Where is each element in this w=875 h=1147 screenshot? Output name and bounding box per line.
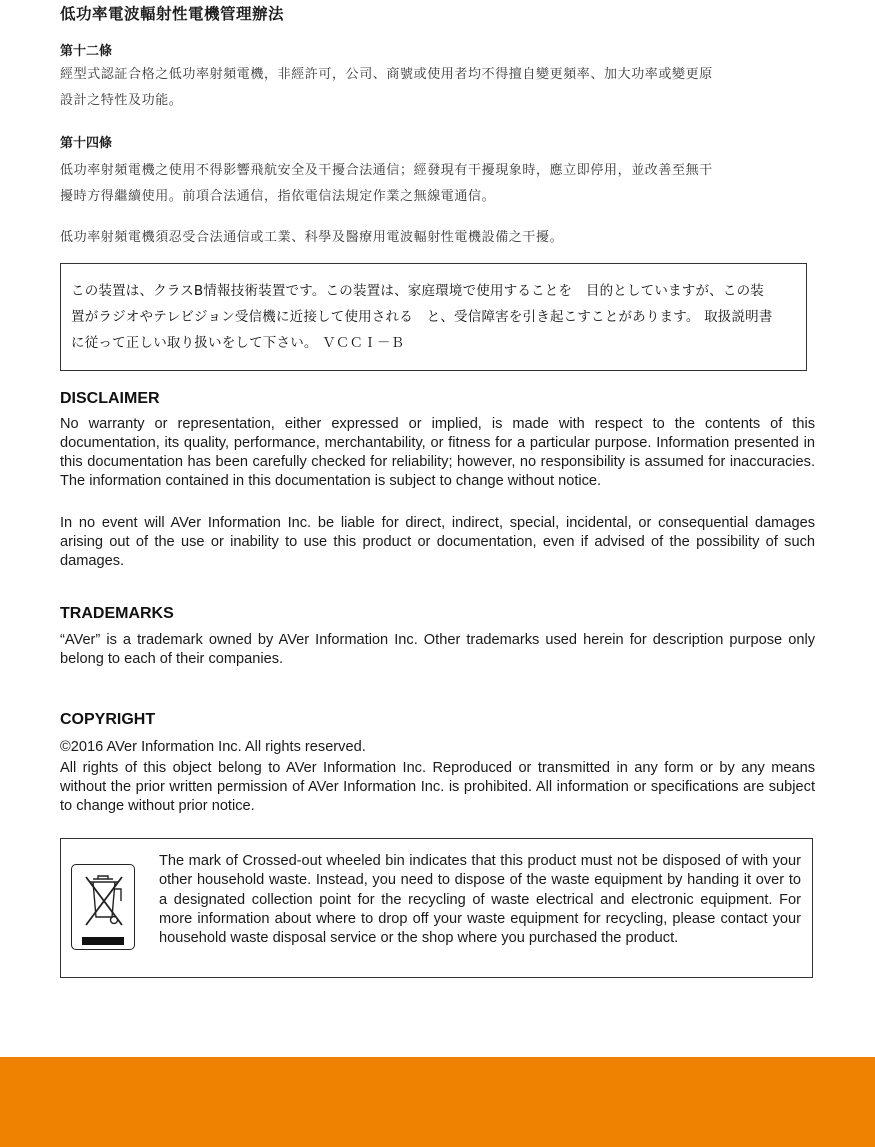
vcci-line: 置がラジオやテレビジョン受信機に近接して使用される と、受信障害を引き起こすことがあります。 取扱説明書: [71, 309, 773, 325]
disclaimer-heading: DISCLAIMER: [60, 390, 160, 407]
vcci-notice-text: [71, 278, 796, 356]
vcci-notice-box: [60, 263, 807, 371]
copyright-heading: COPYRIGHT: [60, 711, 156, 728]
weee-notice-box: [60, 838, 813, 978]
article-12-text: [60, 62, 815, 114]
copyright-line: ©2016 AVer Information Inc. All rights reserved.: [60, 739, 366, 755]
article-14-extra: 低功率射頻電機須忍受合法通信或工業、科學及醫療用電波輻射性電機設備之干擾。: [60, 230, 564, 245]
taiwan-regulation-title: 低功率電波輻射性電機管理辦法: [60, 5, 285, 23]
article-14-line: 擾時方得繼續使用。前項合法通信，指依電信法規定作業之無線電通信。: [60, 189, 496, 204]
disclaimer-paragraph-1: No warranty or representation, either expressed or implied, is made with respect to the contents of this documentation, its quality, performance, merchantability, or fitness for a particular purpose. Information presented in this documentation has been carefully checked for reliability; however, no responsibility is assumed for inaccuracies. The information contained in this documentation is subject to change without notice.: [60, 416, 815, 489]
weee-solid-bar: [82, 937, 124, 945]
article-12-line: 設計之特性及功能。: [60, 93, 183, 108]
disclaimer-paragraph-2: In no event will AVer Information Inc. be liable for direct, indirect, special, incidental, or consequential damages arising out of the use or inability to use this product or documentation, even if advised of the possibility of such damages.: [60, 515, 815, 569]
weee-icon-frame: [71, 864, 135, 950]
article-14-line: 低功率射頻電機之使用不得影響飛航安全及干擾合法通信；經發現有干擾現象時，應立即停用，並改善至無干: [60, 163, 713, 178]
article-12-heading: 第十二條: [60, 44, 113, 59]
trademarks-paragraph: “AVer” is a trademark owned by AVer Information Inc. Other trademarks used herein for description purpose only belong to each of their companies.: [60, 632, 815, 667]
vcci-line: この装置は、クラスB情報技術装置です。この装置は、家庭環境で使用することを 目的としていますが、この装: [71, 283, 764, 299]
copyright-paragraph: All rights of this object belong to AVer Information Inc. Reproduced or transmitted in any form or by any means without the prior written permission of AVer Information Inc. is prohibited. All information or specifications are subject to change without prior notice.: [60, 760, 815, 814]
trademarks-heading: TRADEMARKS: [60, 605, 174, 622]
article-14-text: [60, 158, 815, 210]
article-12-line: 經型式認証合格之低功率射頻電機，非經許可，公司、商號或使用者均不得擅自變更頻率、加大功率或變更原: [60, 67, 713, 82]
weee-notice-text: The mark of Crossed-out wheeled bin indicates that this product must not be disposed of with your other household waste. Instead, you need to dispose of the waste equipment by handing it over to a designated collection point for the recycling of waste electrical and electronic equipment. For more information about where to drop off your waste equipment for recycling, please contact your household waste disposal service or the shop where you purchased the product.: [159, 853, 801, 947]
footer-band: [0, 1057, 875, 1147]
vcci-line: に従って正しい取り扱いをして下さい。 ＶＣＣＩ－Ｂ: [71, 335, 405, 351]
article-14-heading: 第十四條: [60, 136, 113, 151]
